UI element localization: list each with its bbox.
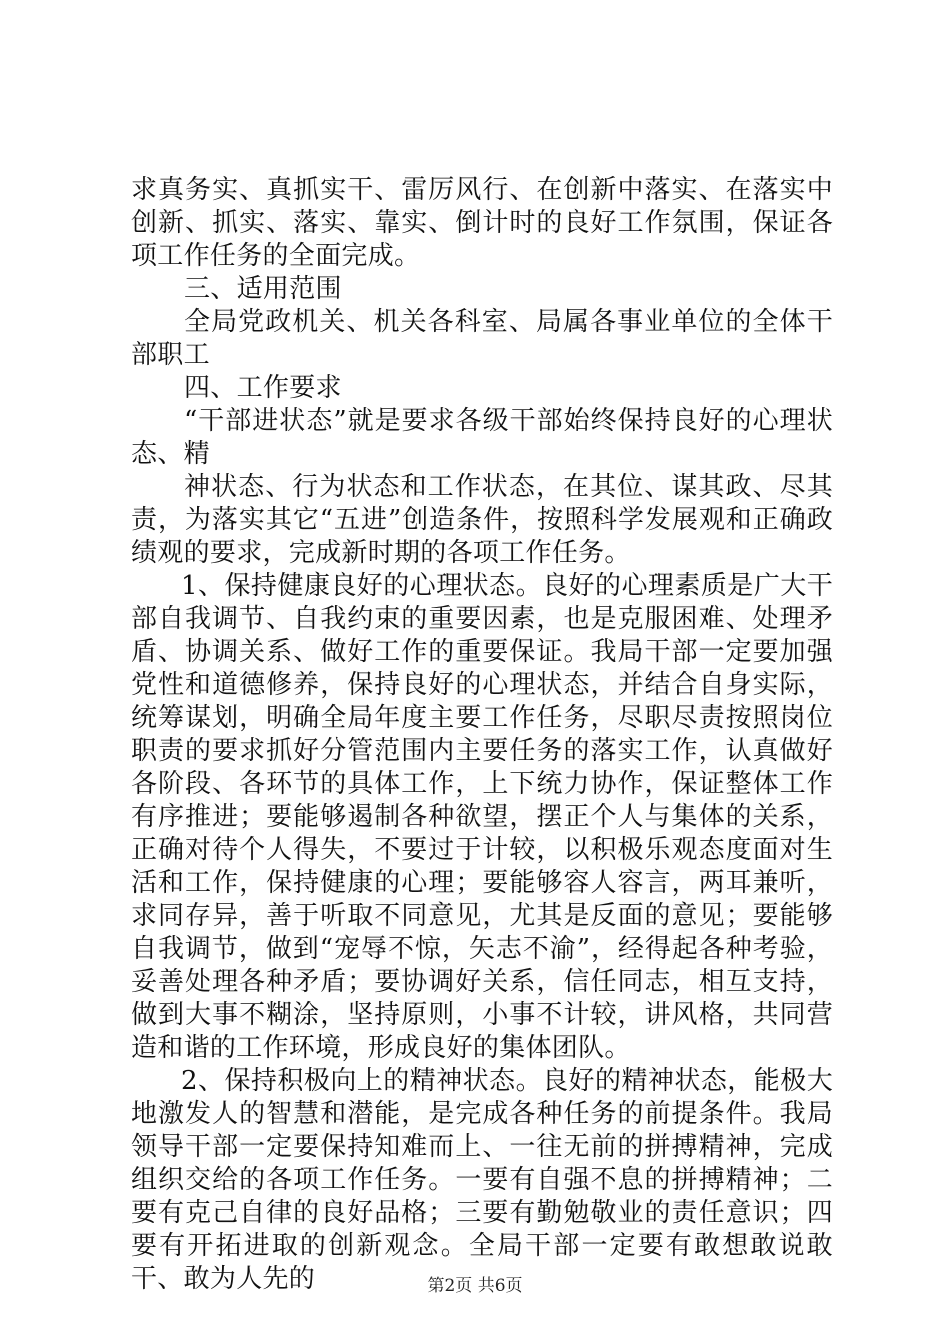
document-body xyxy=(131,174,833,1296)
section-heading-scope: 三、适用范围 xyxy=(184,274,342,304)
section-heading-requirements: 四、工作要求 xyxy=(184,373,342,403)
paragraph-item-1: 1、保持健康良好的心理状态。良好的心理素质是广大干部自我调节、自我约束的重要因素，也是克服困难、处理矛盾、协调关系、做好工作的重要保证。我局干部一定要加强党性和道德修养，保持良好的心理状态，并结合自身实际，统筹谋划，明确全局年度主要工作任务，尽职尽责按照岗位职责的要求抓好分管范围内主要任务的落实工作，认真做好各阶段、各环节的具体工作，上下统力协作，保证整体工作有序推进；要能够遏制各种欲望，摆正个人与集体的关系，正确对待个人得失，不要过于计较，以积极乐观态度面对生活和工作，保持健康的心理；要能够容人容言，两耳兼听，求同存异，善于听取不同意见，尤其是反面的意见；要能够自我调节，做到“宠辱不惊，矢志不渝”，经得起各种考验，妥善处理各种矛盾；要协调好关系，信任同志，相互支持，做到大事不糊涂，坚持原则，小事不计较，讲风格，共同营造和谐的工作环境，形成良好的集体团队。 xyxy=(131,571,833,1063)
paragraph-item-2: 2、保持积极向上的精神状态。良好的精神状态，能极大地激发人的智慧和潜能，是完成各种任务的前提条件。我局领导干部一定要保持知难而上、一往无前的拼搏精神，完成组织交给的各项工作任务。一要有自强不息的拼搏精神；二要有克己自律的良好品格；三要有勤勉敬业的责任意识；四要有开拓进取的创新观念。全局干部一定要有敢想敢说敢干、敢为人先的 xyxy=(131,1066,833,1294)
paragraph-definition: “干部进状态”就是要求各级干部始终保持良好的心理状态、精 xyxy=(131,406,833,469)
page-number-footer: 第2页 共6页 xyxy=(427,1276,523,1296)
paragraph-continuation: 求真务实、真抓实干、雷厉风行、在创新中落实、在落实中创新、抓实、落实、靠实、倒计时的良好工作氛围，保证各项工作任务的全面完成。 xyxy=(131,175,833,271)
paragraph-scope: 全局党政机关、机关各科室、局属各事业单位的全体干部职工 xyxy=(131,307,833,370)
paragraph-states: 神状态、行为状态和工作状态，在其位、谋其政、尽其责，为落实其它“五进”创造条件，按照科学发展观和正确政绩观的要求，完成新时期的各项工作任务。 xyxy=(131,472,833,568)
